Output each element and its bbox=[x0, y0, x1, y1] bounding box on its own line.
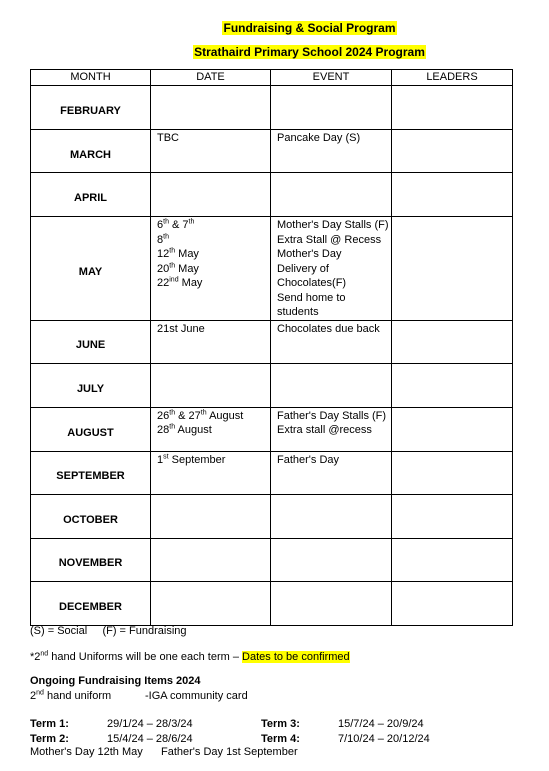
event-line: Extra stall @recess bbox=[277, 424, 372, 436]
table-row bbox=[31, 320, 513, 363]
month-cell: APRIL bbox=[31, 173, 151, 217]
event-line: Extra Stall @ Recess bbox=[277, 233, 382, 246]
term-4-dates: 7/10/24 – 20/12/24 bbox=[338, 733, 430, 745]
date-line: 12th May bbox=[157, 247, 199, 260]
leaders-cell bbox=[392, 451, 513, 494]
date-cell bbox=[151, 581, 271, 625]
leaders-cell bbox=[392, 494, 513, 538]
leaders-cell bbox=[392, 407, 513, 451]
legend-fundraising: (F) = Fundraising bbox=[102, 625, 187, 637]
document-title-text: Fundraising & Social Program bbox=[223, 21, 396, 35]
ongoing-item-uniform-prefix: 2 bbox=[30, 690, 37, 702]
date-line: 20th May bbox=[157, 261, 199, 275]
term-dates bbox=[30, 717, 510, 747]
month-cell: MAY bbox=[31, 217, 151, 321]
special-days bbox=[30, 745, 510, 759]
event-cell bbox=[271, 363, 392, 407]
table-body bbox=[31, 86, 513, 626]
event-cell bbox=[271, 581, 392, 625]
event-line: Send home to bbox=[277, 291, 346, 304]
legend-social: (S) = Social bbox=[30, 625, 88, 637]
month-cell: NOVEMBER bbox=[31, 538, 151, 581]
document-subtitle bbox=[0, 45, 549, 60]
uniform-note-prefix: *2 bbox=[30, 651, 41, 663]
program-table bbox=[30, 69, 513, 626]
event-cell bbox=[271, 538, 392, 581]
event-cell bbox=[271, 130, 392, 173]
ongoing-item-uniform-sup: nd bbox=[36, 689, 44, 697]
table-row bbox=[31, 217, 513, 321]
uniform-note-sup: nd bbox=[40, 650, 49, 658]
date-line: TBC bbox=[157, 132, 179, 144]
month-cell: SEPTEMBER bbox=[31, 451, 151, 494]
ongoing-item-iga: -IGA community card bbox=[145, 690, 248, 702]
date-cell bbox=[151, 217, 271, 321]
date-cell bbox=[151, 86, 271, 130]
event-line: students bbox=[277, 306, 319, 318]
event-line: Father's Day bbox=[277, 453, 340, 466]
month-cell: JUNE bbox=[31, 320, 151, 363]
month-cell: AUGUST bbox=[31, 407, 151, 451]
column-header-date: DATE bbox=[151, 70, 271, 86]
leaders-cell bbox=[392, 538, 513, 581]
leaders-cell bbox=[392, 320, 513, 363]
date-line: 21st June bbox=[157, 322, 205, 335]
month-cell: OCTOBER bbox=[31, 494, 151, 538]
leaders-cell bbox=[392, 173, 513, 217]
document-title bbox=[0, 21, 549, 36]
date-line: 26th & 27th August bbox=[157, 408, 244, 422]
date-cell bbox=[151, 363, 271, 407]
month-cell: DECEMBER bbox=[31, 581, 151, 625]
term-3-dates: 15/7/24 – 20/9/24 bbox=[338, 718, 424, 730]
ongoing-items bbox=[30, 689, 330, 703]
date-cell bbox=[151, 173, 271, 217]
table-row bbox=[31, 363, 513, 407]
event-cell bbox=[271, 407, 392, 451]
event-line: Mother's Day bbox=[277, 248, 342, 260]
month-cell: FEBRUARY bbox=[31, 86, 151, 130]
leaders-cell bbox=[392, 217, 513, 321]
legend bbox=[30, 624, 187, 638]
event-line: Chocolates due back bbox=[277, 322, 380, 335]
event-cell bbox=[271, 173, 392, 217]
table-header-row bbox=[31, 70, 513, 86]
ongoing-item-uniform-text: hand uniform bbox=[43, 690, 112, 702]
table-row bbox=[31, 538, 513, 581]
event-cell bbox=[271, 217, 392, 321]
term-1-label: Term 1: bbox=[30, 718, 69, 730]
date-line: 6th & 7th bbox=[157, 218, 195, 231]
table-row bbox=[31, 130, 513, 173]
date-cell bbox=[151, 407, 271, 451]
date-cell bbox=[151, 451, 271, 494]
month-cell: JULY bbox=[31, 363, 151, 407]
term-3-label: Term 3: bbox=[261, 718, 300, 730]
leaders-cell bbox=[392, 581, 513, 625]
date-line: 8th bbox=[157, 232, 169, 246]
event-line: Chocolates(F) bbox=[277, 277, 347, 289]
leaders-cell bbox=[392, 86, 513, 130]
mothers-day-date: Mother's Day 12th May bbox=[30, 746, 143, 758]
event-line: Pancake Day (S) bbox=[277, 132, 361, 144]
term-2-dates: 15/4/24 – 28/6/24 bbox=[107, 733, 193, 745]
column-header-event: EVENT bbox=[271, 70, 392, 86]
uniform-note bbox=[30, 650, 350, 664]
table-row bbox=[31, 86, 513, 130]
column-header-month: MONTH bbox=[31, 70, 151, 86]
column-header-leaders: LEADERS bbox=[392, 70, 513, 86]
document-subtitle-text: Strathaird Primary School 2024 Program bbox=[194, 45, 425, 59]
term-4-label: Term 4: bbox=[261, 733, 300, 745]
leaders-cell bbox=[392, 130, 513, 173]
table-row bbox=[31, 173, 513, 217]
leaders-cell bbox=[392, 363, 513, 407]
date-cell bbox=[151, 494, 271, 538]
fathers-day-date: Father's Day 1st September bbox=[161, 746, 298, 758]
event-line: Delivery of bbox=[277, 262, 329, 275]
table-row bbox=[31, 494, 513, 538]
table-row bbox=[31, 581, 513, 625]
event-cell bbox=[271, 320, 392, 363]
date-cell bbox=[151, 320, 271, 363]
event-cell bbox=[271, 494, 392, 538]
term-2-label: Term 2: bbox=[30, 733, 69, 745]
ongoing-heading: Ongoing Fundraising Items 2024 bbox=[30, 675, 201, 687]
table-row bbox=[31, 407, 513, 451]
table-row bbox=[31, 451, 513, 494]
date-cell bbox=[151, 538, 271, 581]
event-line: Father's Day Stalls (F) bbox=[277, 409, 387, 422]
term-1-dates: 29/1/24 – 28/3/24 bbox=[107, 718, 193, 730]
event-cell bbox=[271, 86, 392, 130]
date-line: 28th August bbox=[157, 423, 212, 436]
month-cell: MARCH bbox=[31, 130, 151, 173]
event-cell bbox=[271, 451, 392, 494]
uniform-note-highlight: Dates to be confirmed bbox=[242, 651, 350, 663]
uniform-note-text: hand Uniforms will be one each term – bbox=[48, 651, 243, 663]
event-line: Mother's Day Stalls (F) bbox=[277, 219, 389, 231]
date-cell bbox=[151, 130, 271, 173]
date-line: 1st September bbox=[157, 452, 226, 466]
ongoing-item-uniform bbox=[30, 689, 111, 703]
date-line: $22^{ind}$ May bbox=[157, 276, 203, 289]
